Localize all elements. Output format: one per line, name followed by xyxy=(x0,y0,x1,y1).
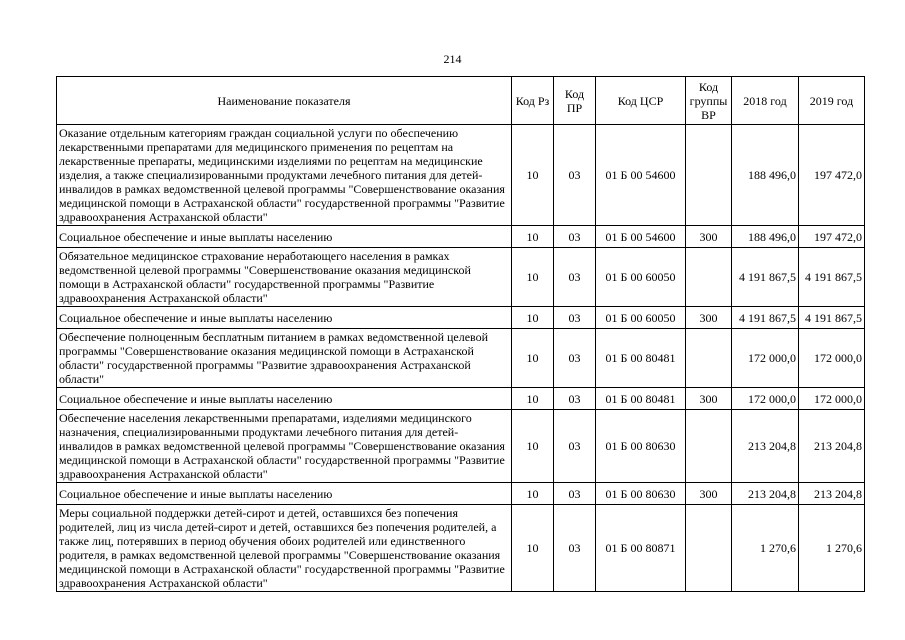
table-row xyxy=(57,226,865,248)
row-2019: 197 472,0 xyxy=(799,125,865,226)
row-name: Обязательное медицинское страхование неработающего населения в рамках ведомственной целевой программы "Совершенствование оказания медицинской помощи в Астраханской области" государственной программы "Развитие здравоохранения Астраханской области" xyxy=(57,248,512,307)
row-2019: 4 191 867,5 xyxy=(799,307,865,329)
row-csr: 01 Б 00 80481 xyxy=(596,329,686,388)
row-2019: 1 270,6 xyxy=(799,505,865,592)
row-vr xyxy=(686,125,732,226)
row-rz: 10 xyxy=(512,226,554,248)
row-2018: 188 496,0 xyxy=(732,226,799,248)
row-csr: 01 Б 00 80630 xyxy=(596,410,686,483)
table-row xyxy=(57,505,865,592)
header-pr: Код ПР xyxy=(554,77,596,125)
row-2019: 4 191 867,5 xyxy=(799,248,865,307)
row-rz: 10 xyxy=(512,410,554,483)
row-vr: 300 xyxy=(686,483,732,505)
row-rz: 10 xyxy=(512,388,554,410)
row-name: Социальное обеспечение и иные выплаты населению xyxy=(57,388,512,410)
row-csr: 01 Б 00 54600 xyxy=(596,226,686,248)
row-name: Социальное обеспечение и иные выплаты населению xyxy=(57,226,512,248)
row-2019: 213 204,8 xyxy=(799,410,865,483)
row-name: Обеспечение населения лекарственными препаратами, изделиями медицинского назначения, специализированными продуктами лечебного питания для детей-инвалидов в рамках ведомственной целевой программы "Совершенствование оказания медицинской помощи в Астраханской области" государственной программы "Развитие здравоохранения Астраханской области" xyxy=(57,410,512,483)
row-pr: 03 xyxy=(554,505,596,592)
row-2019: 172 000,0 xyxy=(799,388,865,410)
row-2019: 197 472,0 xyxy=(799,226,865,248)
header-csr: Код ЦСР xyxy=(596,77,686,125)
row-pr: 03 xyxy=(554,125,596,226)
row-csr: 01 Б 00 80630 xyxy=(596,483,686,505)
table-row xyxy=(57,388,865,410)
row-pr: 03 xyxy=(554,307,596,329)
row-name: Оказание отдельным категориям граждан социальной услуги по обеспечению лекарственными препаратами для медицинского применения по рецептам на лекарственные препараты, медицинскими изделиями по рецептам на медицинские изделия, а также специализированными продуктами лечебного питания для детей-инвалидов в рамках ведомственной целевой программы "Совершенствование оказания медицинской помощи в Астраханской области" государственной программы "Развитие здравоохранения Астраханской области" xyxy=(57,125,512,226)
table-row xyxy=(57,125,865,226)
row-2018: 172 000,0 xyxy=(732,329,799,388)
row-vr: 300 xyxy=(686,226,732,248)
row-vr xyxy=(686,248,732,307)
row-2018: 1 270,6 xyxy=(732,505,799,592)
row-csr: 01 Б 00 60050 xyxy=(596,307,686,329)
row-rz: 10 xyxy=(512,248,554,307)
table-row xyxy=(57,483,865,505)
row-2018: 4 191 867,5 xyxy=(732,248,799,307)
row-name: Меры социальной поддержки детей-сирот и детей, оставшихся без попечения родителей, лиц из числа детей-сирот и детей, оставшихся без попечения родителей, а также лиц, потерявших в период обучения обоих родителей или единственного родителя, в рамках ведомственной целевой программы "Совершенствование оказания медицинской помощи в Астраханской области" государственной программы "Развитие здравоохранения Астраханской области" xyxy=(57,505,512,592)
row-name: Социальное обеспечение и иные выплаты населению xyxy=(57,307,512,329)
header-rz: Код Рз xyxy=(512,77,554,125)
table-row xyxy=(57,410,865,483)
row-pr: 03 xyxy=(554,226,596,248)
row-vr: 300 xyxy=(686,307,732,329)
table-row xyxy=(57,248,865,307)
row-vr: 300 xyxy=(686,388,732,410)
table-header-row xyxy=(57,77,865,125)
table-row xyxy=(57,329,865,388)
row-vr xyxy=(686,410,732,483)
header-name: Наименование показателя xyxy=(57,77,512,125)
row-csr: 01 Б 00 54600 xyxy=(596,125,686,226)
row-rz: 10 xyxy=(512,329,554,388)
budget-table xyxy=(56,76,865,592)
table-row xyxy=(57,307,865,329)
row-2018: 4 191 867,5 xyxy=(732,307,799,329)
row-2018: 213 204,8 xyxy=(732,410,799,483)
row-rz: 10 xyxy=(512,307,554,329)
row-pr: 03 xyxy=(554,388,596,410)
row-csr: 01 Б 00 80871 xyxy=(596,505,686,592)
page-number: 214 xyxy=(443,52,462,66)
row-vr xyxy=(686,329,732,388)
row-csr: 01 Б 00 60050 xyxy=(596,248,686,307)
header-2019: 2019 год xyxy=(799,77,865,125)
row-2018: 213 204,8 xyxy=(732,483,799,505)
row-name: Обеспечение полноценным бесплатным питанием в рамках ведомственной целевой программы "Совершенствование оказания медицинской помощи в Астраханской области" государственной программы "Развитие здравоохранения Астраханской области" xyxy=(57,329,512,388)
row-rz: 10 xyxy=(512,505,554,592)
row-vr xyxy=(686,505,732,592)
row-2019: 213 204,8 xyxy=(799,483,865,505)
row-csr: 01 Б 00 80481 xyxy=(596,388,686,410)
row-2018: 172 000,0 xyxy=(732,388,799,410)
row-pr: 03 xyxy=(554,248,596,307)
row-pr: 03 xyxy=(554,483,596,505)
row-name: Социальное обеспечение и иные выплаты населению xyxy=(57,483,512,505)
row-rz: 10 xyxy=(512,483,554,505)
row-2019: 172 000,0 xyxy=(799,329,865,388)
header-2018: 2018 год xyxy=(732,77,799,125)
row-rz: 10 xyxy=(512,125,554,226)
row-2018: 188 496,0 xyxy=(732,125,799,226)
row-pr: 03 xyxy=(554,410,596,483)
row-pr: 03 xyxy=(554,329,596,388)
header-vr: Код группы ВР xyxy=(686,77,732,125)
